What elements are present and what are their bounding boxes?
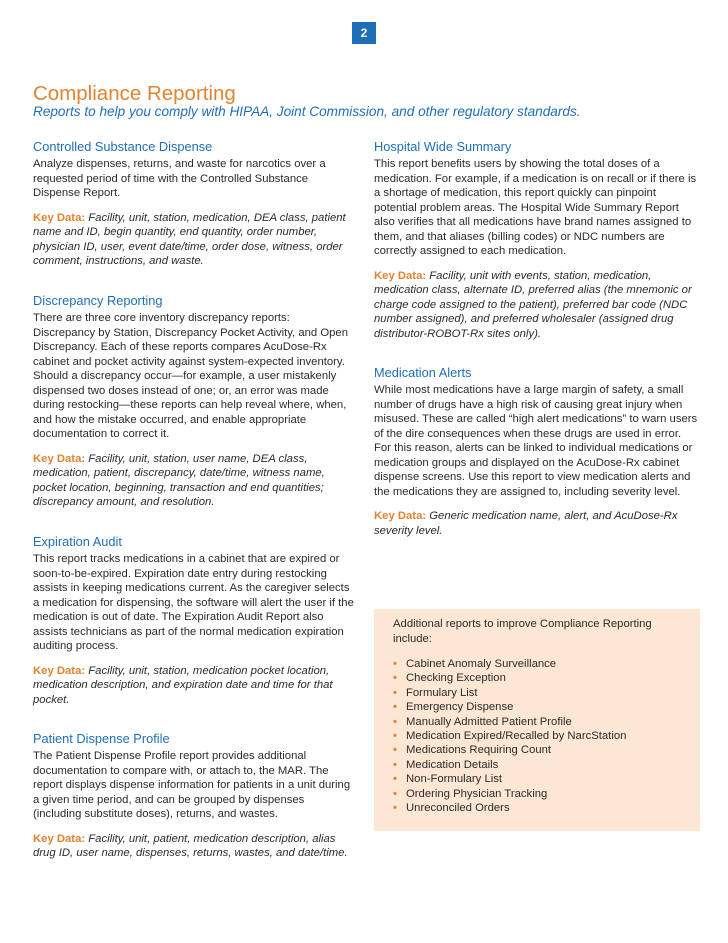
list-item-label: Non-Formulary List (406, 773, 503, 786)
key-data-text: Facility, unit, station, medication pocket location, medication description, and expiration date and time for that pocket. (33, 664, 333, 706)
section-heading: Medication Alerts (374, 365, 472, 380)
key-data (33, 211, 355, 269)
section-heading: Expiration Audit (33, 534, 122, 549)
list-item-label: Medication Details (406, 758, 499, 771)
section-body: While most medications have a large margin of safety, a small number of drugs have a high risk of causing great injury when misused. These are called “high alert medications” to warn users of the dire consequences when these drugs are used in error. For this reason, alerts can be linked to individual medications or medication groups and displayed on the AcuDose-Rx cabinet dispense screens. Use this report to view medication alerts and the medications they are assigned to, including severity level. (374, 384, 698, 498)
bullet-icon: • (393, 773, 397, 786)
additional-reports-box (374, 609, 700, 831)
key-data-text: Facility, unit with events, station, medication, medication class, alternate ID, preferred alias (the mnemonic or charge code assigned to the patient), preferred bar code (NDC number assigned), and preferred wholesaler (assigned drug distributor-ROBOT-Rx sites only). (374, 269, 692, 340)
bullet-icon: • (393, 758, 397, 771)
list-item-label: Medications Requiring Count (406, 744, 552, 757)
key-data (33, 832, 355, 861)
section-heading: Discrepancy Reporting (33, 293, 163, 308)
additional-reports-list (393, 657, 686, 815)
bullet-icon: • (393, 701, 397, 714)
section-patient-dispense-profile (33, 731, 355, 861)
key-data-label: Key Data: (374, 510, 427, 522)
bullet-icon: • (393, 686, 397, 699)
section-heading: Patient Dispense Profile (33, 731, 170, 746)
section-medication-alerts (374, 365, 700, 538)
list-item (393, 729, 686, 743)
section-body: The Patient Dispense Profile report provides additional documentation to compare with, or attach to, the MAR. The report displays dispense information for patients in a unit during a given time period, and can be grouped by dispenses (including substitute doses), returns, and wastes. (33, 750, 351, 820)
page-title: Compliance Reporting (33, 82, 236, 105)
section-body: Analyze dispenses, returns, and waste for narcotics over a requested period of time with the Controlled Substance Dispense Report. (33, 158, 326, 199)
section-hospital-wide-summary (374, 139, 700, 341)
section-discrepancy-reporting (33, 293, 355, 510)
section-heading: Controlled Substance Dispense (33, 139, 213, 154)
list-item-label: Unreconciled Orders (406, 802, 510, 815)
key-data-text: Facility, unit, station, user name, DEA class, medication, patient, discrepancy, date/time, witness name, pocket location, beginning, transaction and end quantities; discrepancy amount, and resolution. (33, 452, 325, 508)
key-data-label: Key Data: (33, 452, 86, 465)
section-body: This report tracks medications in a cabinet that are expired or soon-to-be-expired. Expiration date entry during restocking assists in keeping medications current. As the caregiver selects a medication for dispensing, the software will alert the user if the medication is out of date. The Expiration Audit Report also assists technicians as part of the normal medication expiration auditing process. (33, 553, 354, 652)
page-number-badge: 2 (352, 22, 376, 44)
bullet-icon: • (393, 730, 397, 743)
section-body: This report benefits users by showing the total doses of a medication. For example, if a medication is on recall or if there is a shortage of medication, this report quickly can pinpoint potential problem areas. The Hospital Wide Summary Report also verifies that all medications have brand names assigned to them, and that aliases (billing codes) or NDC numbers are correctly assigned to each medication. (374, 158, 697, 257)
list-item-label: Checking Exception (406, 672, 506, 685)
key-data-label: Key Data: (374, 269, 427, 282)
bullet-icon: • (393, 715, 397, 728)
key-data-label: Key Data: (33, 832, 86, 845)
section-heading: Hospital Wide Summary (374, 139, 512, 154)
list-item-label: Formulary List (406, 686, 478, 699)
list-item (393, 671, 686, 685)
key-data (374, 509, 700, 538)
section-controlled-substance (33, 139, 355, 269)
list-item (393, 743, 686, 757)
key-data-label: Key Data: (33, 211, 86, 224)
list-item (393, 787, 686, 801)
list-item-label: Medication Expired/Recalled by NarcStation (406, 730, 627, 743)
list-item (393, 686, 686, 700)
list-item (393, 801, 686, 815)
list-item-label: Manually Admitted Patient Profile (406, 715, 572, 728)
key-data (33, 664, 355, 708)
page-subtitle: Reports to help you comply with HIPAA, Joint Commission, and other regulatory standards. (33, 104, 581, 119)
key-data (33, 452, 355, 510)
bullet-icon: • (393, 802, 397, 815)
bullet-icon: • (393, 658, 397, 670)
list-item (393, 700, 686, 714)
list-item-label: Emergency Dispense (406, 701, 514, 714)
section-expiration-audit (33, 534, 355, 707)
list-item (393, 715, 686, 729)
bullet-icon: • (393, 672, 397, 685)
list-item (393, 758, 686, 772)
list-item (393, 772, 686, 786)
key-data-text: Facility, unit, patient, medication description, alias drug ID, user name, dispenses, returns, wastes, and date/time. (33, 832, 348, 859)
key-data (374, 269, 700, 342)
list-item (393, 657, 686, 671)
key-data-label: Key Data: (33, 664, 86, 677)
list-item-label: Ordering Physician Tracking (406, 787, 548, 800)
key-data-text: Generic medication name, alert, and AcuDose-Rx severity level. (374, 510, 678, 537)
bullet-icon: • (393, 787, 397, 800)
additional-reports-intro: Additional reports to improve Compliance Reporting include: (393, 618, 652, 645)
key-data-text: Facility, unit, station, medication, DEA class, patient name and ID, begin quantity, end quantity, order number, physician ID, user, event date/time, order dose, witness, order comment, instructions, and waste. (33, 211, 346, 267)
section-body: There are three core inventory discrepancy reports: Discrepancy by Station, Discrepancy Pocket Activity, and Open Discrepancy. Each of these reports compares AcuDose-Rx cabinet and pocket activity against system-expected inventory. Should a discrepancy occur—for example, a user mistakenly dispensed two doses instead of one; or, an error was made during restocking—these reports can help reveal where, when, and how the mistake occurred, and enable appropriate documentation to correct it. (33, 312, 348, 440)
list-item-label: Cabinet Anomaly Surveillance (406, 658, 557, 670)
bullet-icon: • (393, 744, 397, 757)
